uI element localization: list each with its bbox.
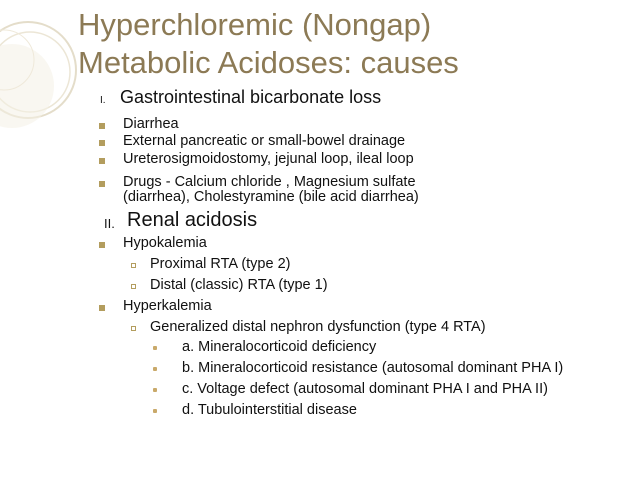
bullet-hollow-square-icon [131, 326, 136, 331]
bullet-hollow-square-icon [131, 284, 136, 289]
list-item-continued: (diarrhea), Cholestyramine (bile acid diarrhea) [123, 189, 419, 205]
bullet-square-icon [99, 242, 105, 248]
list-item: c. Voltage defect (autosomal dominant PHA I and PHA II) [182, 381, 548, 397]
list-item: a. Mineralocorticoid deficiency [182, 339, 377, 355]
bullet-square-icon [99, 181, 105, 187]
title-line-2: Metabolic Acidoses: causes [78, 45, 459, 80]
bullet-dot-icon [153, 367, 157, 371]
section2-heading: Renal acidosis [127, 209, 258, 231]
list-item-hypokalemia: Hypokalemia [123, 235, 207, 251]
bullet-square-icon [99, 123, 105, 129]
bullet-dot-icon [153, 346, 157, 350]
list-item: Generalized distal nephron dysfunction (type 4 RTA) [150, 319, 486, 335]
list-item: Proximal RTA (type 2) [150, 256, 291, 272]
section1-numeral: I. [100, 95, 106, 106]
bullet-square-icon [99, 305, 105, 311]
list-item-hyperkalemia: Hyperkalemia [123, 298, 212, 314]
page-title [78, 6, 628, 82]
list-item: Drugs - Calcium chloride , Magnesium sulfate [123, 174, 416, 190]
bullet-dot-icon [153, 388, 157, 392]
list-item: External pancreatic or small-bowel drainage [123, 133, 406, 149]
section2-numeral: II. [104, 216, 115, 231]
section1-heading: Gastrointestinal bicarbonate loss [120, 87, 382, 107]
bullet-hollow-square-icon [131, 263, 136, 268]
bullet-square-icon [99, 158, 105, 164]
list-item: Distal (classic) RTA (type 1) [150, 277, 328, 293]
title-line-1: Hyperchloremic (Nongap) [78, 7, 432, 42]
list-item: d. Tubulointerstitial disease [182, 402, 357, 418]
list-item: Diarrhea [123, 116, 179, 132]
bullet-square-icon [99, 140, 105, 146]
bullet-dot-icon [153, 409, 157, 413]
list-item: Ureterosigmoidostomy, jejunal loop, ileal loop [123, 151, 414, 167]
list-item: b. Mineralocorticoid resistance (autosomal dominant PHA I) [182, 360, 564, 376]
